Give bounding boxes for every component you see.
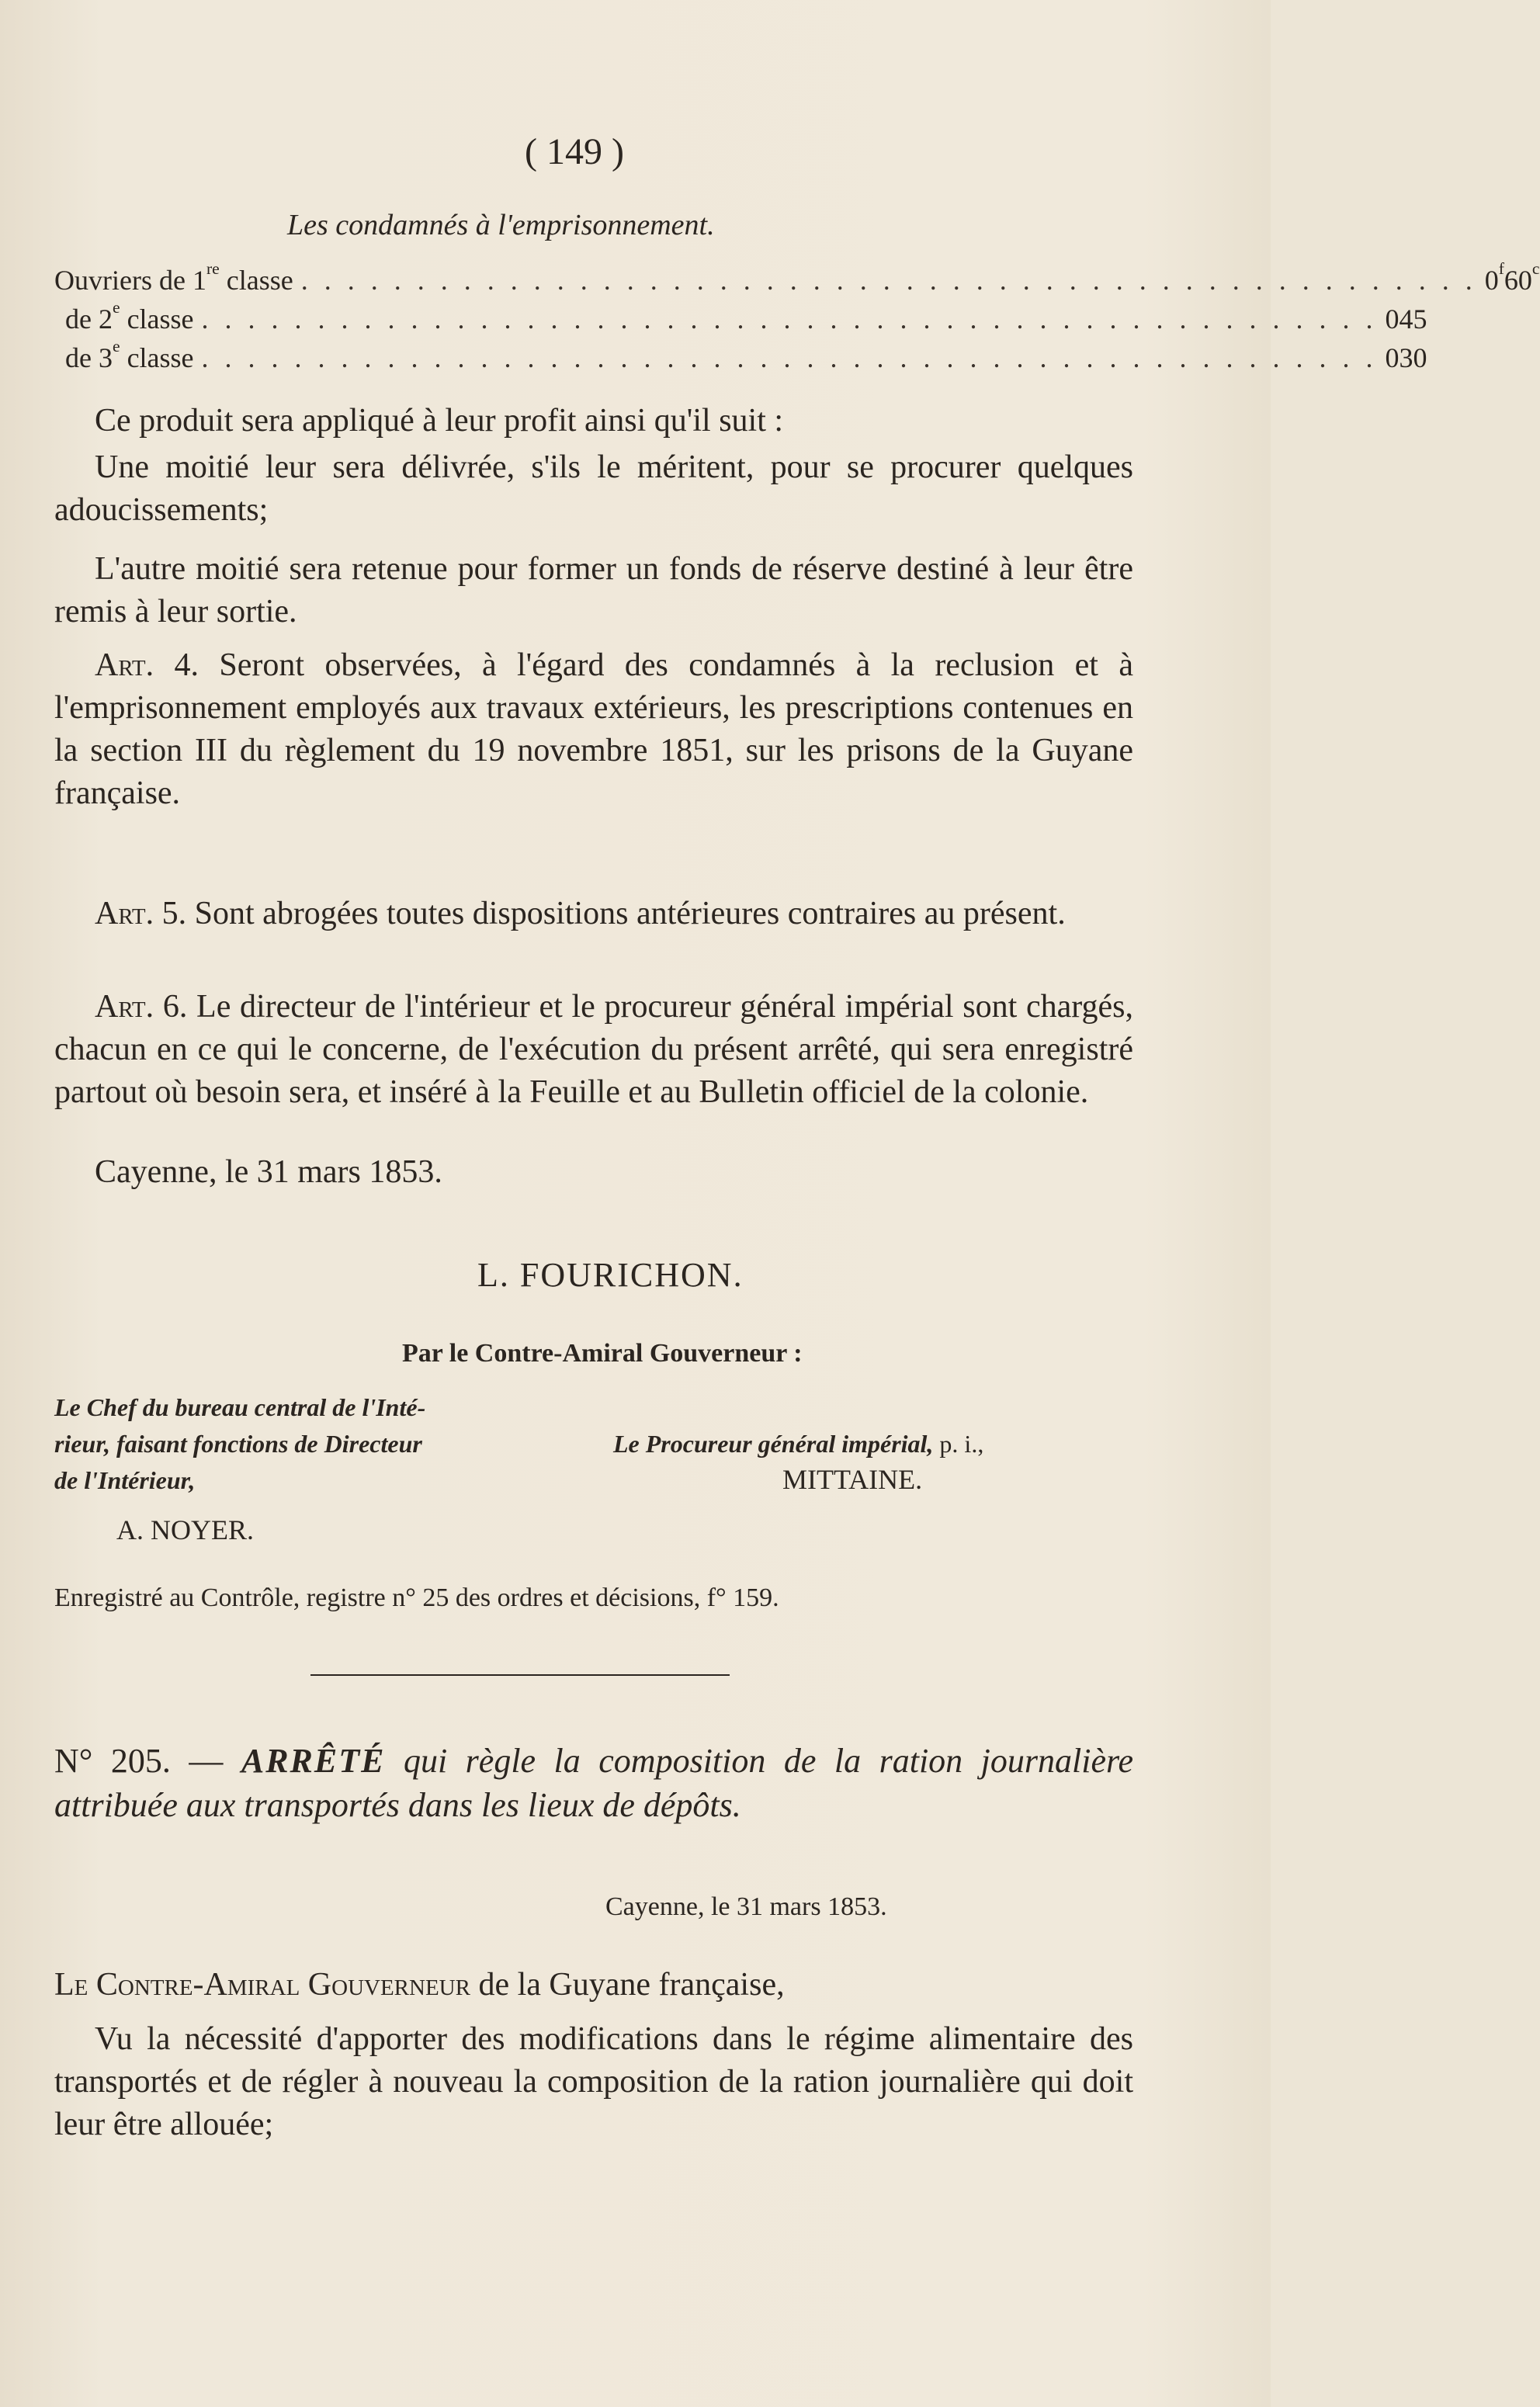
decree-intro: Le Contre-Amiral Gouverneur de la Guyane française,: [54, 1967, 785, 2003]
wage-cents: 60$^c$: [1504, 259, 1540, 296]
leader-dots: . . . . . . . . . . . . . . . . . . . . . . . . . . . . . . . . . . . . . . . . . . . . . . . . . . .: [300, 265, 1477, 296]
article-6: Art. 6. Le directeur de l'intérieur et le procureur général impérial sont chargés, chacun en ce qui le concerne, de l'exécution du présent arrêté, qui sera enregistré partout où besoin sera, et inséré à la Feuille et au Bulletin officiel de la colonie.: [54, 989, 1133, 1110]
paragraph-half-given: Une moitié leur sera délivrée, s'ils le méritent, pour se procurer quelques adoucissements;: [54, 449, 1133, 528]
right-signatory: MITTAINE.: [782, 1464, 923, 1495]
article-label: Art. 6.: [95, 989, 188, 1025]
left-title-line-1: Le Chef du bureau central de l'Inté-: [54, 1393, 426, 1421]
left-title-line-2: rieur, faisant fonctions de Directeur: [54, 1430, 422, 1458]
left-title-line-3: de l'Intérieur,: [54, 1466, 196, 1494]
decree-heading: [54, 1739, 1133, 1827]
registration-note: Enregistré au Contrôle, registre n° 25 des ordres et décisions, f° 159.: [54, 1583, 779, 1612]
wage-label: de 3e classe: [65, 337, 194, 373]
wage-francs: 0: [1385, 303, 1400, 335]
decree-date: Cayenne, le 31 mars 1853.: [605, 1892, 887, 1921]
article-label: Art. 5.: [95, 896, 187, 931]
decree-title-caps: ARRÊTÉ: [241, 1742, 386, 1780]
wage-row-2: [54, 298, 1427, 338]
separator-rule: [310, 1674, 730, 1676]
decree-authority: Le Contre-Amiral Gouverneur: [54, 1967, 470, 2003]
right-title: Le Procureur général impérial, p. i.,: [613, 1430, 984, 1458]
article-5: Art. 5. Sont abrogées toutes dispositions antérieures contraires au présent.: [95, 896, 1066, 931]
wage-cents: 45: [1399, 303, 1427, 335]
place-date: Cayenne, le 31 mars 1853.: [95, 1154, 442, 1190]
decree-considering: Vu la nécessité d'apporter des modifications dans le régime alimentaire des transportés et de régler à nouveau la composition de la ration journalière qui doit leur être allouée;: [54, 2021, 1133, 2142]
article-4: Art. 4. Seront observées, à l'égard des condamnés à la reclusion et à l'emprisonnement employés aux travaux extérieurs, les prescriptions contenues en la section III du règlement du 19 novembre 1851, sur les prisons de la Guyane française.: [54, 647, 1133, 811]
decree-title: qui règle la composition de la ration journalière attribuée aux transportés dans les lieux de dépôts.: [54, 1742, 1133, 1824]
by-line: Par le Contre-Amiral Gouverneur :: [402, 1339, 803, 1368]
wage-francs: 0$^f$: [1484, 259, 1504, 296]
wage-label: de 2e classe: [65, 298, 194, 335]
wage-cents: 30: [1399, 342, 1427, 373]
wage-row-3: [54, 337, 1427, 377]
wage-label: Ouvriers de 1re classe: [54, 259, 293, 296]
leader-dots: . . . . . . . . . . . . . . . . . . . . . . . . . . . . . . . . . . . . . . . . . . . . . . . . . . .: [201, 342, 1378, 373]
page-number: ( 149 ): [525, 131, 624, 172]
wage-row-1: [54, 259, 1540, 300]
paragraph-profit: Ce produit sera appliqué à leur profit ainsi qu'il suit :: [95, 403, 784, 439]
section-title: Les condamnés à l'emprisonnement.: [287, 209, 715, 241]
governor-signature: L. FOURICHON.: [477, 1256, 744, 1294]
left-signatory: A. NOYER.: [116, 1514, 254, 1545]
paragraph-half-reserved: L'autre moitié sera retenue pour former un fonds de réserve destiné à leur être remis à leur sortie.: [54, 551, 1133, 629]
wage-francs: 0: [1385, 342, 1400, 373]
leader-dots: . . . . . . . . . . . . . . . . . . . . . . . . . . . . . . . . . . . . . . . . . . . . . . . . . . .: [201, 303, 1378, 335]
article-label: Art. 4.: [95, 647, 199, 683]
decree-number: N° 205. —: [54, 1742, 241, 1780]
